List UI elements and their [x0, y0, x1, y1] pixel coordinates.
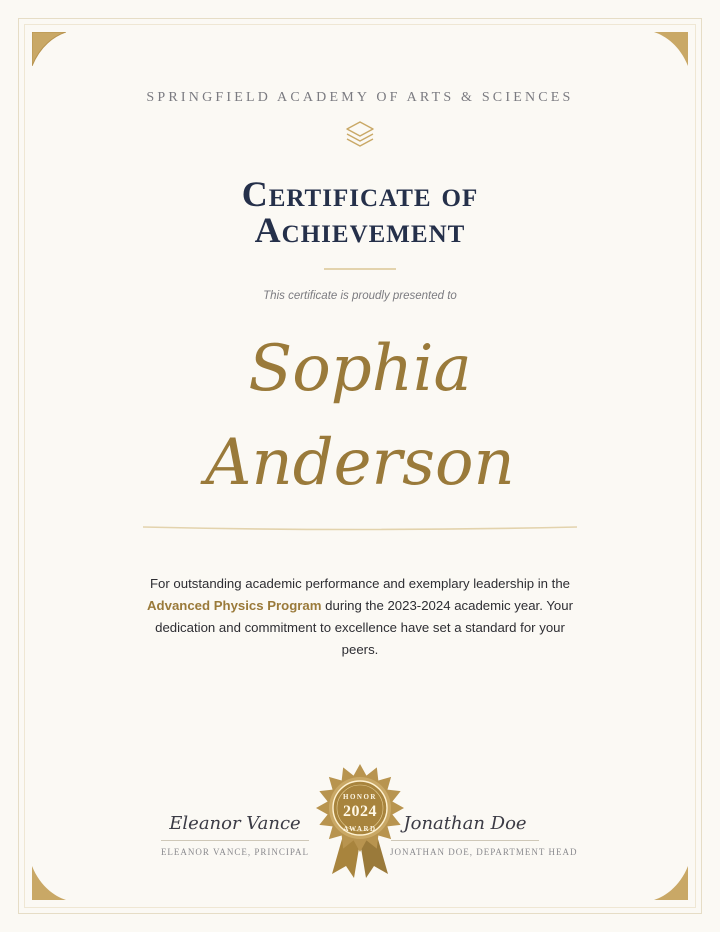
program-name: Advanced Physics Program: [147, 598, 322, 613]
signature-department-head: Jonathan Doe: [403, 813, 527, 834]
corner-ornament-icon: [32, 866, 66, 900]
title-divider: [324, 268, 396, 270]
corner-ornament-icon: [654, 866, 688, 900]
corner-ornament-icon: [32, 32, 66, 66]
achievement-description: [140, 573, 580, 661]
recipient-name: [0, 322, 720, 510]
stacked-layers-icon: [343, 118, 377, 152]
presented-text: This certificate is proudly presented to: [263, 290, 457, 302]
signature-principal: Eleanor Vance: [169, 813, 301, 834]
recipient-last-name: Anderson: [205, 426, 515, 500]
award-seal-icon: [314, 762, 406, 880]
corner-ornament-icon: [654, 32, 688, 66]
signature-line: [391, 840, 539, 841]
title-line-2: Achievement: [254, 210, 466, 250]
signer-role-principal: ELEANOR VANCE, PRINCIPAL: [160, 847, 310, 857]
seal-label-bottom: AWARD: [343, 825, 377, 833]
seal-year: 2024: [343, 803, 377, 820]
signature-block-principal: [160, 812, 310, 857]
recipient-first-name: Sophia: [248, 332, 472, 406]
signer-role-department-head: JONATHAN DOE, DEPARTMENT HEAD: [390, 847, 578, 857]
description-text-before: For outstanding academic performance and exemplary leadership in the: [149, 576, 571, 591]
signature-block-department-head: [390, 812, 578, 857]
certificate-title: [0, 176, 720, 248]
name-divider: [143, 524, 577, 532]
signature-line: [161, 840, 309, 841]
title-line-1: Certificate of: [241, 174, 479, 214]
description-text-after: during the 2023-2024 academic year. Your dedication and commitment to excellence have set a standard for your peers.: [155, 598, 573, 657]
seal-label-top: HONOR: [343, 793, 377, 801]
institution-name: SPRINGFIELD ACADEMY OF ARTS & SCIENCES: [146, 90, 574, 105]
